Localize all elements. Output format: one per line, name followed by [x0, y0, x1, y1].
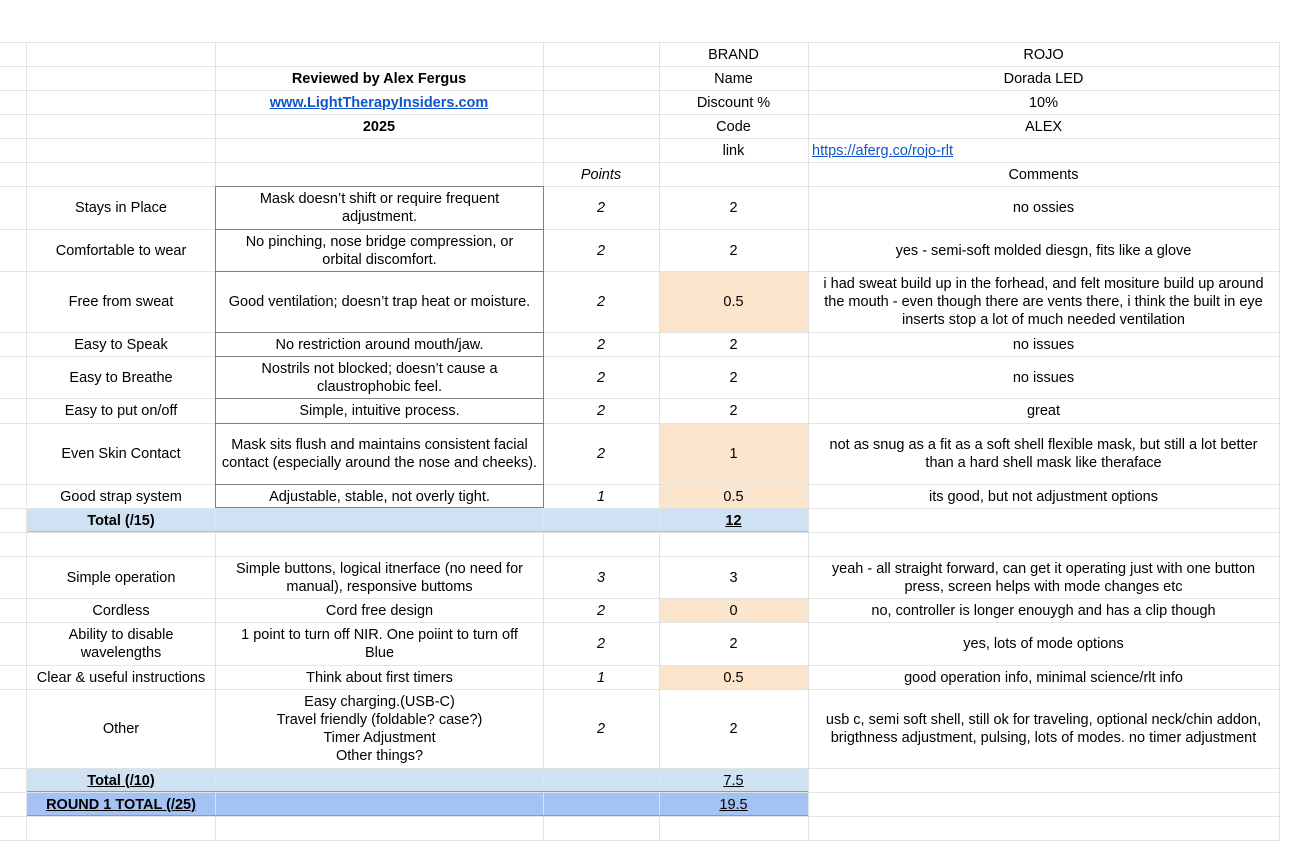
- description-cell: No restriction around mouth/jaw.: [275, 336, 484, 353]
- description-cell: [216, 690, 543, 768]
- points-cell: 2: [596, 636, 606, 652]
- comment-cell: i had sweat build up in the forhead, and felt mositure build up around the mouth - even though there are vents there, i think the built in eye inserts stop a lot of much needed ventilation: [823, 276, 1264, 328]
- discount-label: Discount %: [696, 94, 771, 111]
- score-cell: 0.5: [723, 294, 744, 310]
- description-cell: Mask sits flush and maintains consistent facial contact (especially around the nose and cheeks).: [221, 437, 538, 471]
- score-cell: 1: [729, 446, 738, 462]
- comment-cell: no issues: [1012, 336, 1075, 353]
- description-line: Timer Adjustment: [323, 730, 436, 746]
- description-cell: Think about first timers: [306, 669, 453, 686]
- points-cell: 1: [596, 488, 606, 505]
- name-label: Name: [714, 70, 753, 87]
- comments-header: Comments: [1008, 166, 1079, 183]
- points-cell: 2: [596, 242, 606, 259]
- criterion-cell: Easy to Speak: [74, 336, 168, 353]
- criterion-cell: Simple operation: [66, 569, 176, 586]
- comment-cell: no, controller is longer enouygh and has a clip though: [871, 602, 1216, 619]
- criterion-cell: Ability to disable wavelengths: [68, 627, 174, 661]
- criterion-cell: Stays in Place: [75, 200, 167, 216]
- points-cell: 1: [596, 669, 606, 686]
- description-cell: Cord free design: [325, 602, 434, 619]
- criterion-cell: Free from sweat: [68, 294, 174, 310]
- comment-cell: great: [1026, 403, 1061, 419]
- comment-cell: good operation info, minimal science/rlt info: [904, 669, 1183, 686]
- code-label: Code: [716, 118, 751, 135]
- description-cell: 1 point to turn off NIR. One poiint to turn off Blue: [241, 627, 518, 661]
- criterion-cell: Cordless: [92, 602, 150, 619]
- comment-cell: its good, but not adjustment options: [929, 488, 1158, 505]
- round-total-value: 19.5: [719, 796, 748, 813]
- reviewer-credit: Reviewed by Alex Fergus: [291, 70, 467, 87]
- comment-cell: not as snug as a fit as a soft shell flexible mask, but still a lot better than a hard shell mask like theraface: [829, 437, 1258, 471]
- section1-total-value: 12: [725, 512, 742, 529]
- description-cell: Simple, intuitive process.: [299, 403, 460, 419]
- affiliate-link[interactable]: https://aferg.co/rojo-rlt: [812, 142, 954, 159]
- description-cell: Mask doesn’t shift or require frequent adjustment.: [259, 191, 500, 225]
- score-cell: 2: [729, 636, 738, 652]
- round-total-label: ROUND 1 TOTAL (/25): [46, 796, 196, 813]
- score-cell: 2: [729, 369, 738, 386]
- points-cell: 2: [596, 602, 606, 619]
- criterion-cell: Good strap system: [60, 488, 182, 505]
- criterion-cell: Comfortable to wear: [55, 242, 187, 259]
- review-year: 2025: [362, 118, 396, 135]
- criterion-cell: Easy to Breathe: [69, 369, 173, 386]
- description-cell: No pinching, nose bridge compression, or orbital discomfort.: [245, 233, 514, 268]
- link-label: link: [722, 142, 745, 159]
- criterion-cell: Easy to put on/off: [64, 403, 178, 419]
- points-cell: 2: [596, 721, 606, 737]
- comment-cell: no issues: [1012, 369, 1075, 386]
- score-cell: 0: [729, 602, 738, 619]
- points-cell: 3: [596, 569, 606, 586]
- score-cell: 2: [729, 721, 738, 737]
- points-cell: 2: [596, 200, 606, 216]
- score-cell: 3: [729, 569, 738, 586]
- section2-total-value: 7.5: [723, 772, 744, 789]
- points-cell: 2: [596, 369, 606, 386]
- comment-cell: yes - semi-soft molded diesgn, fits like a glove: [895, 242, 1192, 259]
- description-cell: Simple buttons, logical itnerface (no need for manual), responsive buttoms: [236, 560, 523, 595]
- points-header: Points: [580, 166, 622, 183]
- points-cell: 2: [596, 403, 606, 419]
- comment-cell: no ossies: [1012, 200, 1075, 216]
- description-cell: Nostrils not blocked; doesn’t cause a claustrophobic feel.: [261, 360, 498, 395]
- description-line: Travel friendly (foldable? case?): [276, 712, 483, 728]
- comment-cell: usb c, semi soft shell, still ok for traveling, optional neck/chin addon, brigthness adjustment, pulsing, lots of modes. no timer adjustment: [825, 712, 1262, 746]
- criterion-cell: Clear & useful instructions: [36, 669, 206, 686]
- description-line: Other things?: [335, 748, 424, 764]
- score-cell: 0.5: [723, 488, 744, 505]
- name-value: Dorada LED: [1003, 70, 1084, 87]
- criterion-cell: Even Skin Contact: [61, 446, 181, 462]
- comment-cell: yes, lots of mode options: [963, 636, 1124, 652]
- score-cell: 2: [729, 336, 738, 353]
- criterion-cell: Other: [102, 721, 140, 737]
- site-link[interactable]: www.LightTherapyInsiders.com: [269, 94, 489, 111]
- points-cell: 2: [596, 446, 606, 462]
- score-cell: 0.5: [723, 669, 744, 686]
- description-cell: Good ventilation; doesn’t trap heat or moisture.: [228, 294, 531, 310]
- score-cell: 2: [729, 403, 738, 419]
- code-value: ALEX: [1024, 118, 1063, 135]
- brand-value: ROJO: [1023, 46, 1064, 63]
- discount-value: 10%: [1028, 94, 1059, 111]
- description-cell: Adjustable, stable, not overly tight.: [269, 488, 490, 505]
- score-cell: 2: [729, 200, 738, 216]
- points-cell: 2: [596, 294, 606, 310]
- section1-total-label: Total (/15): [87, 512, 155, 529]
- description-line: Easy charging.(USB-C): [304, 694, 455, 710]
- score-cell: 2: [729, 242, 738, 259]
- brand-label: BRAND: [708, 46, 759, 63]
- points-cell: 2: [596, 336, 606, 353]
- section2-total-label: Total (/10): [87, 772, 155, 789]
- comment-cell: yeah - all straight forward, can get it operating just with one button press, screen helps with mode changes etc: [831, 560, 1256, 595]
